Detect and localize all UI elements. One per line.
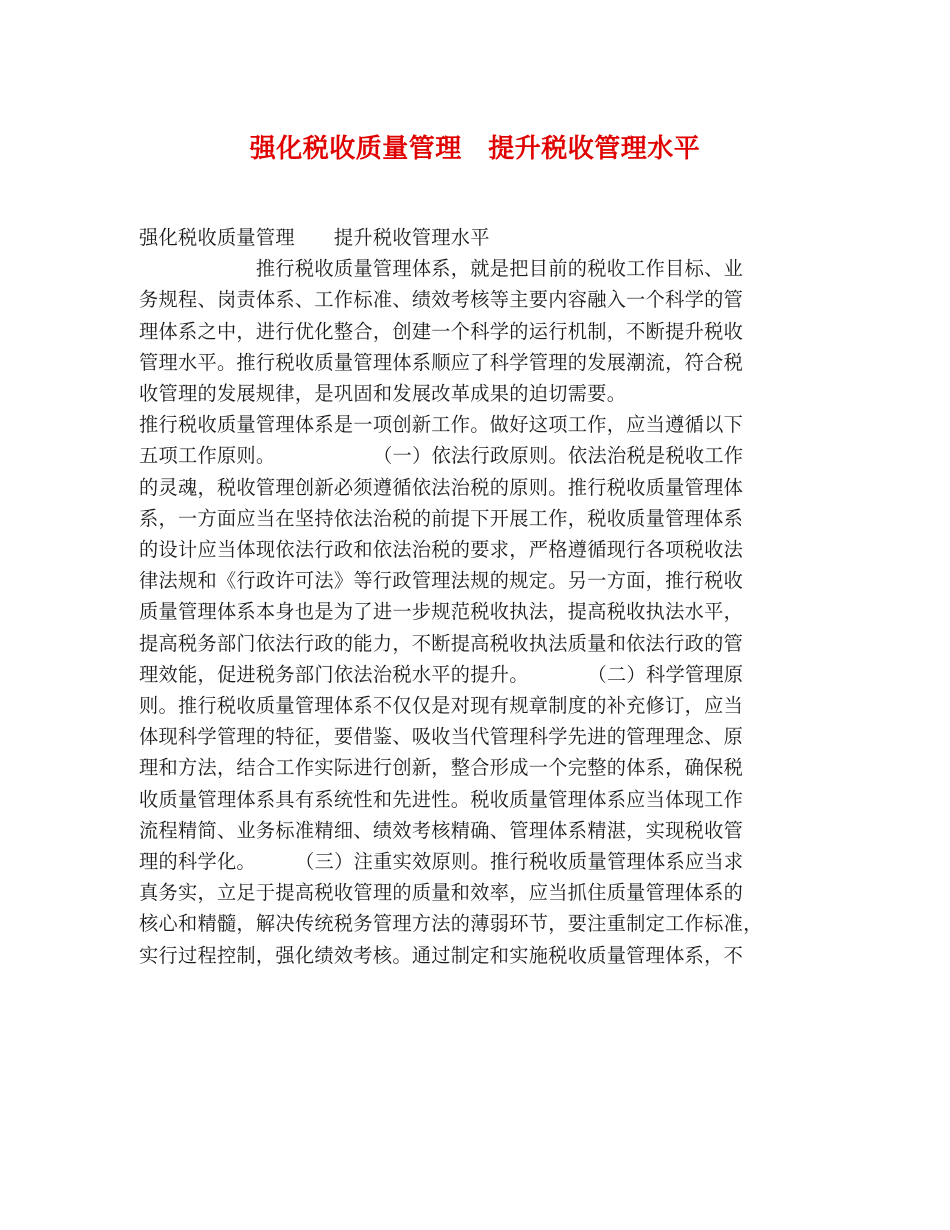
paragraph-line: 理效能，促进税务部门依法治税水平的提升。 （二）科学管理原 bbox=[139, 662, 744, 686]
paragraph-line: 流程精简、业务标准精细、绩效考核精确、管理体系精湛，实现税收管 bbox=[139, 818, 744, 842]
paragraph-line: 真务实，立足于提高税收管理的质量和效率，应当抓住质量管理体系的 bbox=[139, 881, 744, 905]
paragraph-line: 体现科学管理的特征，要借鉴、吸收当代管理科学先进的管理理念、原 bbox=[139, 725, 744, 749]
paragraph-line: 推行税收质量管理体系是一项创新工作。做好这项工作，应当遵循以下 bbox=[139, 413, 744, 437]
paragraph-line: 系，一方面应当在坚持依法治税的前提下开展工作，税收质量管理体系 bbox=[139, 506, 744, 530]
paragraph-line: 律法规和《行政许可法》等行政管理法规的规定。另一方面，推行税收 bbox=[139, 569, 744, 593]
paragraph-line: 核心和精髓，解决传统税务管理方法的薄弱环节，要注重制定工作标准， bbox=[139, 912, 763, 936]
paragraph-line: 的灵魂，税收管理创新必须遵循依法治税的原则。推行税收质量管理体 bbox=[139, 475, 744, 499]
paragraph-line: 提高税务部门依法行政的能力，不断提高税收执法质量和依法行政的管 bbox=[139, 631, 744, 655]
paragraph-line: 则。推行税收质量管理体系不仅仅是对现有规章制度的补充修订，应当 bbox=[139, 694, 744, 718]
paragraph-line: 收管理的发展规律，是巩固和发展改革成果的迫切需要。 bbox=[139, 382, 627, 406]
paragraph-line: 质量管理体系本身也是为了进一步规范税收执法，提高税收执法水平， bbox=[139, 600, 744, 624]
paragraph-line: 理体系之中，进行优化整合，创建一个科学的运行机制，不断提升税收 bbox=[139, 319, 744, 343]
paragraph-line: 理的科学化。 （三）注重实效原则。推行税收质量管理体系应当求 bbox=[139, 850, 744, 874]
paragraph-line: 收质量管理体系具有系统性和先进性。税收质量管理体系应当体现工作 bbox=[139, 787, 744, 811]
document-body bbox=[139, 222, 819, 971]
paragraph-line: 实行过程控制，强化绩效考核。通过制定和实施税收质量管理体系，不 bbox=[139, 943, 744, 967]
document-title: 强化税收质量管理 提升税收管理水平 bbox=[249, 134, 701, 164]
subtitle-line: 强化税收质量管理 提升税收管理水平 bbox=[139, 226, 490, 249]
paragraph-line: 的设计应当体现依法行政和依法治税的要求，严格遵循现行各项税收法 bbox=[139, 538, 744, 562]
paragraph-line: 理和方法，结合工作实际进行创新，整合形成一个完整的体系，确保税 bbox=[139, 756, 744, 780]
paragraph-line: 务规程、岗责体系、工作标准、绩效考核等主要内容融入一个科学的管 bbox=[139, 288, 744, 312]
paragraph-line: 管理水平。推行税收质量管理体系顺应了科学管理的发展潮流，符合税 bbox=[139, 350, 744, 374]
paragraph-line: 推行税收质量管理体系，就是把目前的税收工作目标、业 bbox=[139, 257, 744, 281]
paragraph-line: 五项工作原则。 （一）依法行政原则。依法治税是税收工作 bbox=[139, 444, 744, 468]
